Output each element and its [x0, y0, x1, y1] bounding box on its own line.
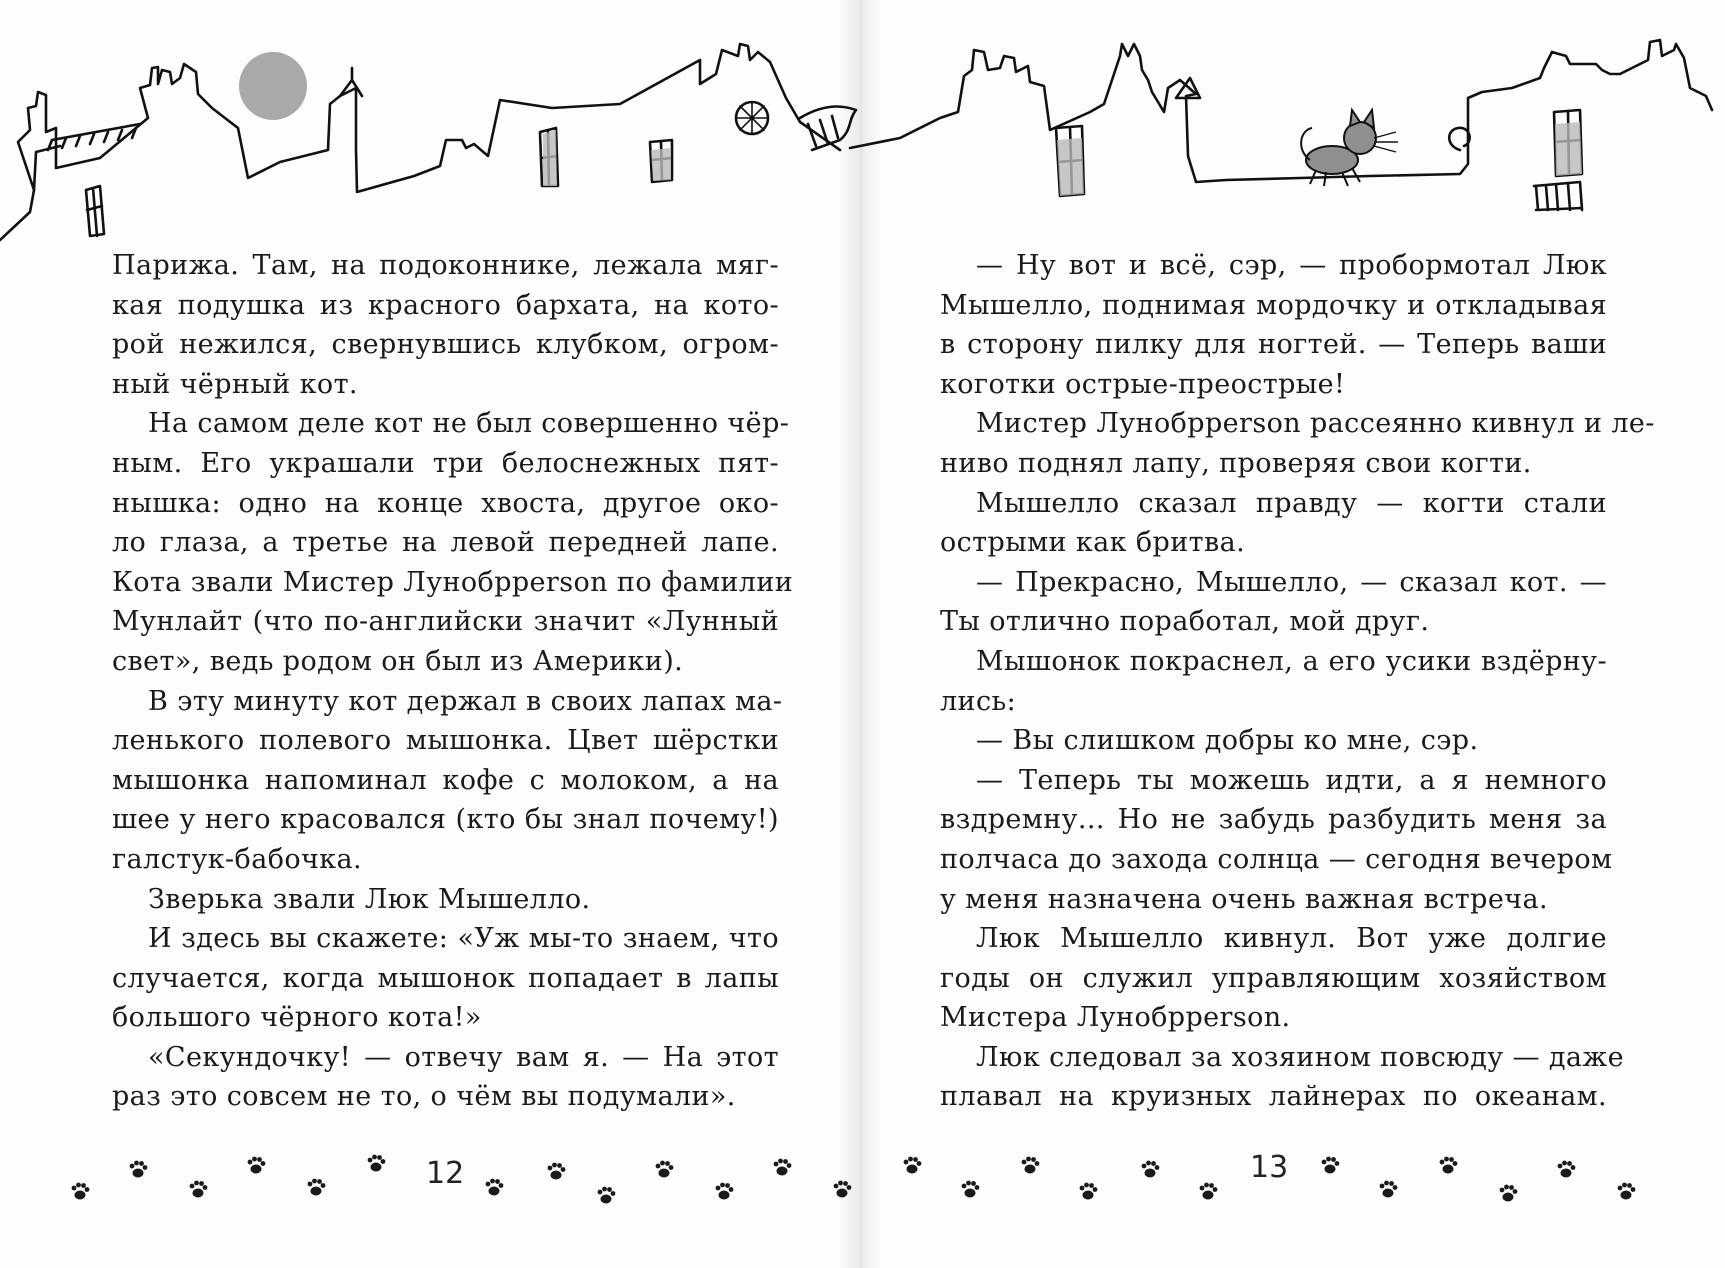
text-line: ниво поднял лапу, проверяя свои когти. — [940, 447, 1532, 479]
text-line: в сторону пилку для ногтей. — Теперь ваши — [940, 329, 1607, 361]
text-line: И здесь вы скажете: «Уж мы-то знаем, что — [148, 923, 779, 955]
text-line: годы он служил управляющим хозяйством — [940, 962, 1607, 994]
text-line: — Теперь ты можешь идти, а я немного — [976, 764, 1607, 796]
text-line: плавал на круизных лайнерах по океанам. — [940, 1081, 1607, 1113]
text-line: — Прекрасно, Мышелло, — сказал кот. — — [976, 566, 1607, 598]
text-line: острыми как бритва. — [940, 527, 1246, 559]
text-line: свет», ведь родом он был из Америки). — [112, 645, 684, 677]
text-line: случается, когда мышонок попадает в лапы — [112, 962, 779, 994]
text-line: раз это совсем не то, о чём вы подумали». — [112, 1081, 736, 1113]
text-line: Мистера Лунобрperson. — [940, 1002, 1291, 1034]
paw-icon — [248, 1157, 266, 1174]
paw-icon — [1080, 1183, 1098, 1200]
text-line: ленького полевого мышонка. Цвет шёрстки — [112, 725, 779, 757]
text-line: рой нежился, свернувшись клубком, огром- — [112, 329, 779, 361]
text-line: В эту минуту кот держал в своих лапах ма- — [148, 685, 783, 717]
text-line: ло глаза, а третье на левой передней лапе. — [112, 527, 779, 559]
text-line: Мышонок покраснел, а его усики вздёрну- — [976, 645, 1607, 677]
paw-icon — [904, 1157, 922, 1174]
text-line: у меня назначена очень важная встреча. — [940, 883, 1548, 915]
text-line: Мышелло сказал правду — когти стали — [976, 487, 1607, 519]
text-line: шее у него красовался (кто бы знал почему!) — [112, 804, 779, 836]
paw-icon — [1618, 1183, 1636, 1200]
page-number-left: 12 — [426, 1156, 465, 1191]
text-line: ный чёрный кот. — [112, 368, 358, 400]
paw-icon — [1500, 1185, 1518, 1202]
text-line: Мунлайт (что по-английски значит «Лунный — [112, 606, 779, 638]
text-line: полчаса до захода солнца — сегодня вечером — [940, 843, 1613, 875]
paw-icon — [962, 1181, 980, 1198]
page-number-right: 13 — [1250, 1150, 1289, 1185]
text-line: большого чёрного кота!» — [112, 1002, 482, 1034]
text-line: коготки острые-преострые! — [940, 368, 1346, 400]
text-line: Кота звали Мистер Лунобрperson по фамилии — [112, 566, 794, 598]
paw-icon — [72, 1183, 90, 1200]
paw-icon — [716, 1183, 734, 1200]
text-line: ным. Его украшали три белоснежных пят- — [112, 447, 779, 479]
paw-icon — [598, 1187, 616, 1204]
paw-icon — [1142, 1161, 1160, 1178]
paw-icon — [1022, 1157, 1040, 1174]
paw-icon — [1380, 1181, 1398, 1198]
paw-icon — [656, 1161, 674, 1178]
text-line: кая подушка из красного бархата, на кото- — [112, 289, 779, 321]
text-line: Ты отлично поработал, мой друг. — [940, 606, 1430, 638]
text-line: вздремну... Но не забудь разбудить меня за — [940, 804, 1607, 836]
text-line: Мистер Лунобрperson рассеянно кивнул и ле- — [976, 408, 1655, 440]
paw-icon — [1322, 1157, 1340, 1174]
text-line: лись: — [940, 685, 1017, 717]
text-line: Люк следовал за хозяином повсюду — даже — [976, 1041, 1625, 1073]
paw-icon — [190, 1181, 208, 1198]
text-line: — Вы слишком добры ко мне, сэр. — [976, 725, 1479, 757]
text-line: нышка: одно на конце хвоста, другое око- — [112, 487, 779, 519]
rooftop-illustration — [0, 0, 1725, 260]
text-line: Мышелло, поднимая мордочку и откладывая — [940, 289, 1607, 321]
text-line: Люк Мышелло кивнул. Вот уже долгие — [976, 923, 1607, 955]
paw-icon — [486, 1179, 504, 1196]
paw-icon — [1200, 1183, 1218, 1200]
text-line: На самом деле кот не был совершенно чёр- — [148, 408, 790, 440]
paw-icon — [548, 1163, 566, 1180]
left-page-text — [112, 246, 794, 1117]
text-line: галстук-бабочка. — [112, 843, 363, 875]
text-line: мышонка напоминал кофе с молоком, а на — [112, 764, 779, 796]
text-line: — Ну вот и всё, сэр, — пробормотал Люк — [976, 250, 1607, 281]
paw-icon — [308, 1179, 326, 1196]
text-line: Парижа. Там, на подоконнике, лежала мяг- — [112, 250, 779, 281]
paw-icon — [368, 1155, 386, 1172]
cat-icon — [1301, 110, 1376, 186]
paw-icon — [774, 1159, 792, 1176]
paw-icon — [130, 1161, 148, 1178]
text-line: Зверька звали Люк Мышелло. — [148, 883, 591, 915]
paw-icon — [1440, 1157, 1458, 1174]
moon-icon — [239, 52, 307, 120]
text-line: «Секундочку! — отвечу вам я. — На этот — [148, 1041, 779, 1073]
right-page-text — [940, 246, 1655, 1117]
paw-icon — [1558, 1161, 1576, 1178]
